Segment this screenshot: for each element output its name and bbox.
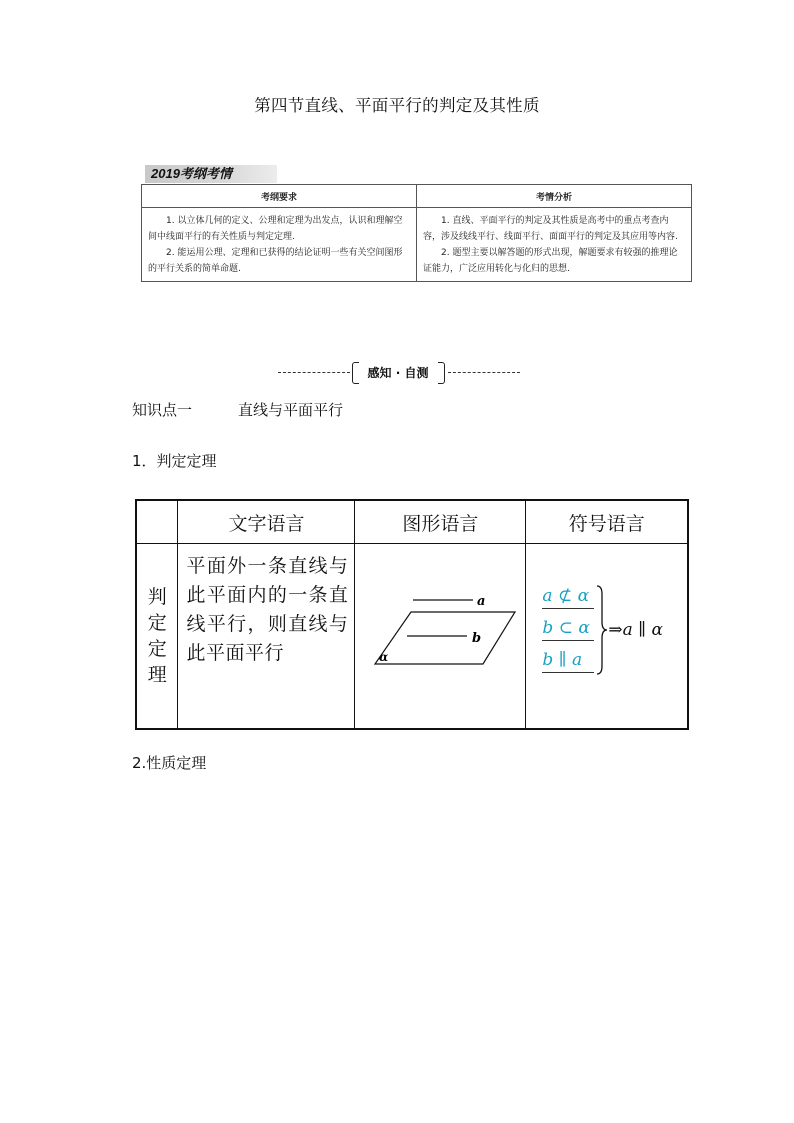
- divider-text: 感知 · 自测: [367, 366, 429, 380]
- page-title: 第四节直线、平面平行的判定及其性质: [254, 96, 540, 115]
- theorem-header-figure: 图形语言: [355, 500, 526, 544]
- theorem-row-label-cell: [136, 544, 178, 730]
- right-brace-icon: [596, 584, 608, 676]
- theorem-symbol-cell: [526, 544, 688, 730]
- theorem-figure-cell: [355, 544, 526, 730]
- label-b: b: [472, 631, 482, 646]
- exam-section-label: 2019考纲考情: [145, 165, 277, 183]
- divider-bracket-right: [438, 362, 445, 384]
- exam-requirements-table: [141, 184, 692, 282]
- exam-analysis-cell: [417, 208, 692, 282]
- theorem-row-label: 判定定理: [147, 586, 167, 686]
- label-a: a: [477, 594, 486, 609]
- plane-parallelogram: [375, 612, 515, 664]
- exam-requirements-cell: [142, 208, 417, 282]
- requirement-item: 1. 以立体几何的定义、公理和定理为出发点，认识和理解空间中线面平行的有关性质与判定定理.: [148, 216, 403, 242]
- theorem-header-text: 文字语言: [178, 500, 355, 544]
- requirement-item: 2. 能运用公理、定理和已获得的结论证明一些有关空间图形的平行关系的简单命题.: [148, 248, 403, 274]
- knowledge-point-heading: [132, 399, 343, 420]
- theorem-table: [135, 499, 689, 730]
- exam-header-requirements: 考纲要求: [142, 185, 417, 208]
- symbol-underline: [542, 672, 594, 673]
- symbol-a-not-in-alpha: a ⊄ α: [542, 586, 590, 606]
- theorem-text-cell: [178, 544, 355, 730]
- subheading-property-theorem: 2.性质定理: [132, 754, 207, 772]
- knowledge-point-title: 直线与平面平行: [238, 401, 344, 419]
- symbol-underline: [542, 640, 594, 641]
- symbol-conclusion: ⇒a ∥ α: [608, 620, 663, 640]
- analysis-item: 1. 直线、平面平行的判定及其性质是高考中的重点考查内容，涉及线线平行、线面平行、面面平行的判定及其应用等内容.: [423, 216, 678, 242]
- theorem-text: 平面外一条直线与此平面内的一条直线平行，则直线与此平面平行: [186, 555, 349, 664]
- label-alpha: α: [379, 650, 389, 664]
- divider-dash-left: [278, 372, 350, 373]
- section-divider: [0, 362, 794, 384]
- parallelogram-figure: [355, 544, 525, 724]
- subheading-judgement-theorem: 1．判定定理: [132, 452, 217, 470]
- analysis-item: 2. 题型主要以解答题的形式出现，解题要求有较强的推理论证能力，广泛应用转化与化归的思想.: [423, 248, 678, 274]
- theorem-header-symbol: 符号语言: [526, 500, 688, 544]
- symbol-underline: [542, 608, 594, 609]
- divider-dash-right: [448, 372, 520, 373]
- exam-header-analysis: 考情分析: [417, 185, 692, 208]
- knowledge-point-number: 知识点一: [132, 401, 193, 419]
- symbol-b-parallel-a: b ∥ a: [542, 650, 583, 670]
- symbol-b-in-alpha: b ⊂ α: [542, 618, 590, 638]
- theorem-header-empty: [136, 500, 178, 544]
